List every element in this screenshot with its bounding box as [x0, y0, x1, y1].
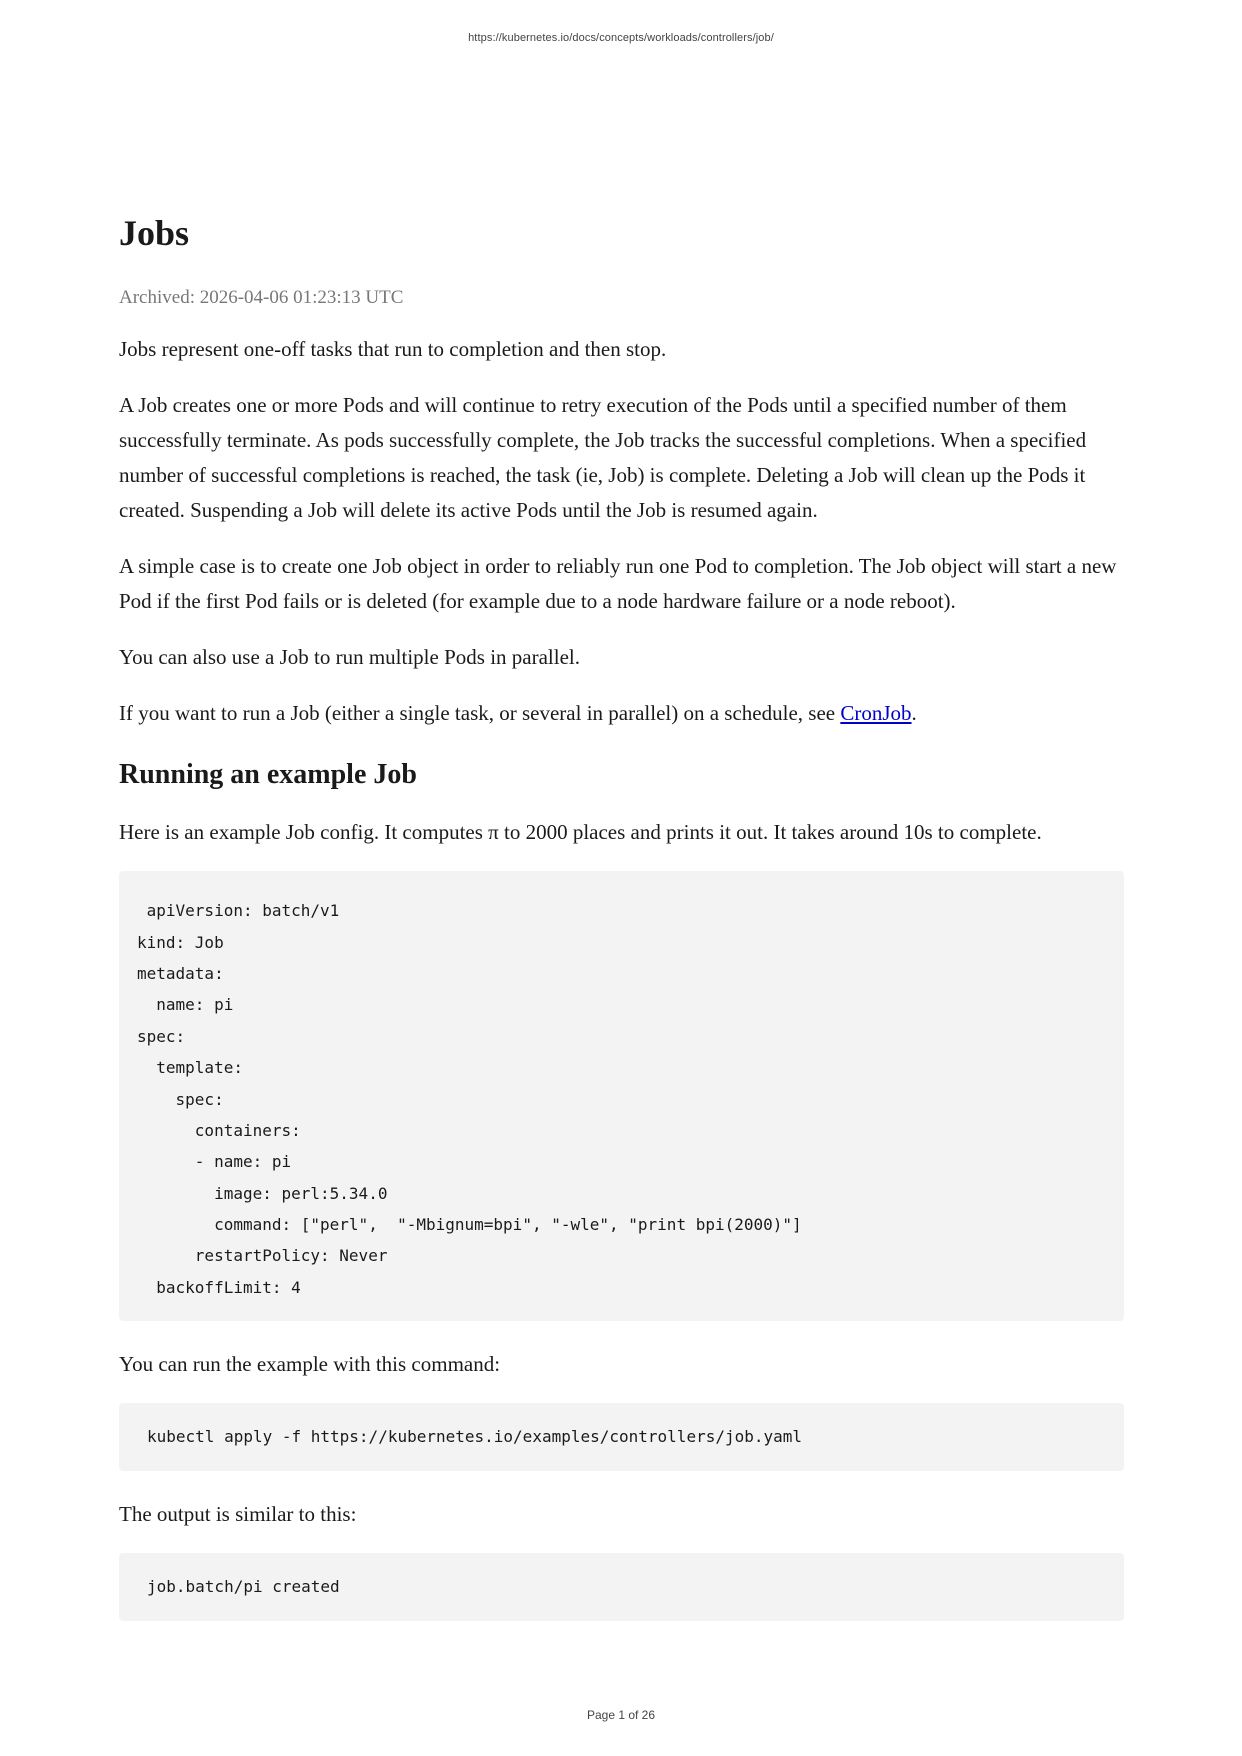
code-line: apiVersion: batch/v1 — [137, 901, 340, 921]
code-line: - name: pi — [137, 1152, 292, 1172]
code-line: restartPolicy: Never — [137, 1246, 388, 1266]
code-line: metadata: — [137, 963, 224, 983]
code-line: containers: — [137, 1120, 301, 1140]
cronjob-paragraph — [119, 696, 1124, 731]
output-text: job.batch/pi created — [147, 1577, 340, 1597]
output-code-block — [119, 1553, 1124, 1621]
example-intro-paragraph: Here is an example Job config. It computes π to 2000 places and prints it out. It takes around 10s to complete. — [119, 820, 1042, 845]
code-line: backoffLimit: 4 — [137, 1277, 301, 1297]
job-description-paragraph: A Job creates one or more Pods and will continue to retry execution of the Pods until a specified number of them successfully terminate. As pods successfully complete, the Job tracks the successful completions. When a specified number of successful completions is reached, the task (ie, Job) is complete. Deleting a Job will clean up the Pods it created. Suspending a Job will delete its active Pods until the Job is resumed again. — [119, 392, 1087, 522]
code-line: command: ["perl", "-Mbignum=bpi", "-wle", "print bpi(2000)"] — [137, 1215, 802, 1235]
output-intro-paragraph: The output is similar to this: — [119, 1502, 357, 1527]
code-line: image: perl:5.34.0 — [137, 1183, 388, 1203]
code-line: spec: — [137, 1026, 186, 1046]
article — [119, 212, 1124, 1647]
code-line: name: pi — [137, 995, 234, 1015]
job-yaml-code-block — [119, 871, 1124, 1321]
page-number: Page 1 of 26 — [586, 1708, 656, 1722]
code-line: kind: Job — [137, 932, 224, 952]
run-command: kubectl apply -f https://kubernetes.io/examples/controllers/job.yaml — [147, 1427, 803, 1447]
page-url-header: https://kubernetes.io/docs/concepts/workloads/controllers/job/ — [468, 32, 774, 44]
run-command-code-block — [119, 1403, 1124, 1471]
simple-case-paragraph: A simple case is to create one Job object in order to reliably run one Pod to completion. The Job object will start a new Pod if the first Pod fails or is deleted (for example due to a node hardware failure or a node reboot). — [119, 553, 1117, 613]
cronjob-link[interactable]: CronJob — [840, 700, 912, 725]
run-intro-paragraph: You can run the example with this command: — [119, 1352, 501, 1377]
code-line: template: — [137, 1058, 243, 1078]
code-line: spec: — [137, 1089, 224, 1109]
parallel-paragraph: You can also use a Job to run multiple Pods in parallel. — [119, 644, 580, 669]
page-title: Jobs — [119, 213, 190, 253]
cronjob-paragraph-end: . — [911, 700, 917, 725]
archived-timestamp: Archived: 2026-04-06 01:23:13 UTC — [119, 287, 404, 309]
section-heading: Running an example Job — [119, 758, 417, 790]
cronjob-paragraph-text: If you want to run a Job (either a single task, or several in parallel) on a schedule, see — [119, 700, 841, 725]
intro-paragraph: Jobs represent one-off tasks that run to completion and then stop. — [119, 336, 667, 361]
